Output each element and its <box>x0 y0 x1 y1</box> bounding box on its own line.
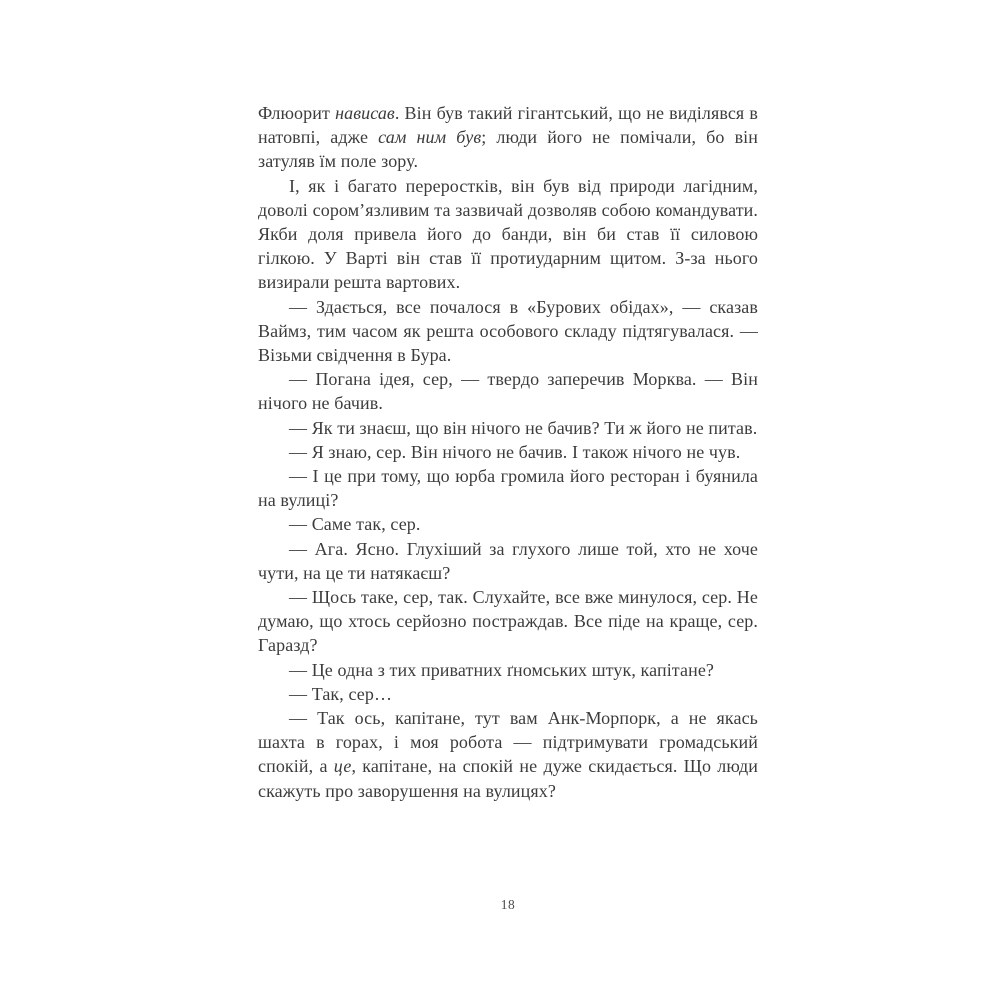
text-run: — Як ти знаєш, що він нічого не бачив? Ти ж його не питав. <box>289 417 758 438</box>
paragraph <box>258 367 758 415</box>
paragraph <box>258 174 758 295</box>
paragraph <box>258 658 758 682</box>
text-run: — І це при тому, що юрба громила його ресторан і буянила на вулиці? <box>258 466 758 511</box>
italic-text-run: нависав <box>335 103 395 123</box>
text-run: — Щось таке, сер, так. Слухайте, все вже минулося, сер. Не думаю, що хтось серйозно постраждав. Все піде на краще, сер. Гаразд? <box>258 587 758 656</box>
paragraph <box>258 706 758 803</box>
italic-text-run: це <box>333 756 352 777</box>
text-run: , капітане, на спокій не дуже скидається. Що люди скажуть про заворушення на вулицях? <box>258 756 758 801</box>
paragraph <box>258 101 758 174</box>
text-run: ; люди його не помічали, бо він затуляв їм поле зору. <box>258 127 758 172</box>
text-run: — Ага. Ясно. Глухіший за глухого лише той, хто не хоче чути, на це ти натякаєш? <box>258 538 758 583</box>
text-run: І, як і багато переростків, він був від природи лагідним, доволі сором’язливим та зазвичай дозволяв собою командувати. Якби доля привела його до банди, він би став її силовою гілкою. У Варті він став її протиударним щитом. З-за нього визирали решта вартових. <box>258 175 758 293</box>
text-run: Флюорит <box>258 103 336 123</box>
text-run: — Погана ідея, сер, — твердо заперечив Морква. — Він нічого не бачив. <box>258 369 758 414</box>
text-run: — Саме так, сер. <box>289 514 421 535</box>
text-run: — Так, сер… <box>289 683 393 704</box>
page-number: 18 <box>500 897 516 912</box>
paragraph <box>258 464 758 512</box>
text-run: — Так ось, капітане, тут вам Анк-Морпорк, а не якась шахта в горах, і моя робота — підтримувати громадський спокій, а <box>258 708 758 777</box>
text-run: — Це одна з тих приватних ґномських штук, капітане? <box>289 659 714 680</box>
paragraph <box>258 682 758 706</box>
paragraph <box>258 537 758 585</box>
text-run: . Він був такий гігантський, що не виділявся в натовпі, адже <box>258 103 758 148</box>
paragraph <box>258 440 758 464</box>
paragraph <box>258 416 758 440</box>
italic-text-run: сам ним був <box>378 127 482 148</box>
paragraph <box>258 585 758 658</box>
paragraph <box>258 295 758 368</box>
text-run: — Здається, все почалося в «Бурових обідах», — сказав Ваймз, тим часом як решта особового складу підтягувалася. — Візьми свідчення в Бура. <box>258 296 758 366</box>
text-block <box>258 101 758 803</box>
paragraph <box>258 512 758 536</box>
text-run: — Я знаю, сер. Він нічого не бачив. І також нічого не чув. <box>289 441 741 462</box>
